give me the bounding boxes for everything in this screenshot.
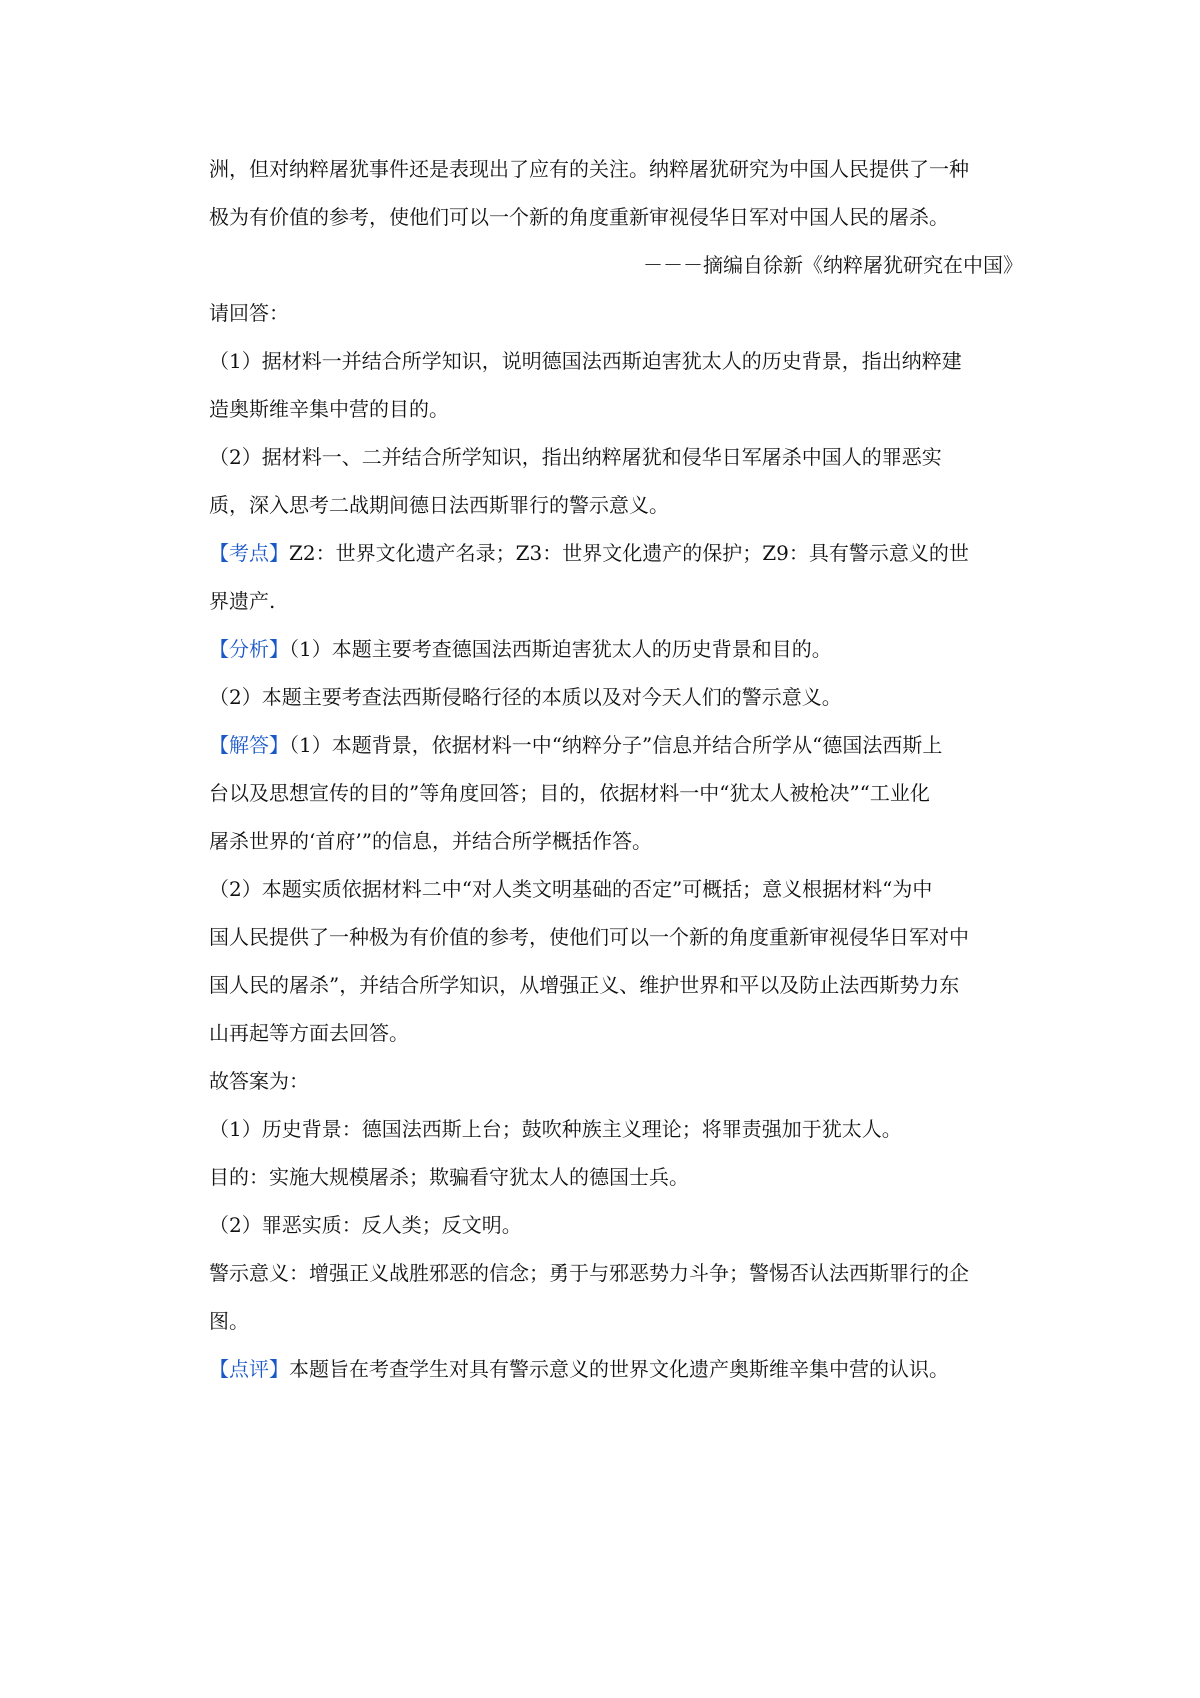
source-citation: －－－摘编自徐新《纳粹屠犹研究在中国》	[643, 253, 1023, 277]
prompt: 请回答：	[209, 301, 289, 325]
question-2-line: （2）据材料一、二并结合所学知识，指出纳粹屠犹和侵华日军屠杀中国人的罪恶实	[209, 445, 942, 469]
question-1-line: （1）据材料一并结合所学知识，说明德国法西斯迫害犹太人的历史背景，指出纳粹建	[209, 349, 962, 373]
question-2-line: 质，深入思考二战期间德日法西斯罪行的警示意义。	[209, 493, 669, 517]
jieda-line: 屠杀世界的‘首府’”的信息，并结合所学概括作答。	[209, 829, 652, 853]
answer-line: 警示意义：增强正义战胜邪恶的信念；勇于与邪恶势力斗争；警惕否认法西斯罪行的企	[209, 1261, 969, 1285]
fenxi-line	[209, 634, 832, 664]
answer-line: （1）历史背景：德国法西斯上台；鼓吹种族主义理论；将罪责强加于犹太人。	[209, 1117, 902, 1141]
dianping-line	[209, 1354, 949, 1384]
dianping-text: 本题旨在考查学生对具有警示意义的世界文化遗产奥斯维辛集中营的认识。	[289, 1357, 949, 1381]
fenxi-text: （1）本题主要考查德国法西斯迫害犹太人的历史背景和目的。	[289, 637, 832, 661]
kaodian-text: Z2：世界文化遗产名录；Z3：世界文化遗产的保护；Z9：具有警示意义的世	[289, 541, 969, 565]
jieda-line	[209, 730, 942, 760]
material-line: 洲，但对纳粹屠犹事件还是表现出了应有的关注。纳粹屠犹研究为中国人民提供了一种	[209, 157, 969, 181]
jieda-line: （2）本题实质依据材料二中“对人类文明基础的否定”可概括；意义根据材料“为中	[209, 877, 933, 901]
jieda-line: 山再起等方面去回答。	[209, 1021, 409, 1045]
jieda-text: （1）本题背景，依据材料一中“纳粹分子”信息并结合所学从“德国法西斯上	[289, 733, 943, 757]
jieda-line: 国人民的屠杀”，并结合所学知识，从增强正义、维护世界和平以及防止法西斯势力东	[209, 973, 960, 997]
jieda-tag: 【解答】	[209, 733, 289, 757]
answer-line: 目的：实施大规模屠杀；欺骗看守犹太人的德国士兵。	[209, 1165, 689, 1189]
fenxi-line: （2）本题主要考查法西斯侵略行径的本质以及对今天人们的警示意义。	[209, 685, 842, 709]
material-line: 极为有价值的参考，使他们可以一个新的角度重新审视侵华日军对中国人民的屠杀。	[209, 205, 949, 229]
answer-line: （2）罪恶实质：反人类；反文明。	[209, 1213, 522, 1237]
jieda-line: 国人民提供了一种极为有价值的参考，使他们可以一个新的角度重新审视侵华日军对中	[209, 925, 969, 949]
fenxi-tag: 【分析】	[209, 637, 289, 661]
kaodian-line: 界遗产.	[209, 589, 276, 613]
jieda-line: 台以及思想宣传的目的”等角度回答；目的，依据材料一中“犹太人被枪决”“工业化	[209, 781, 930, 805]
answer-intro: 故答案为：	[209, 1069, 309, 1093]
question-1-line: 造奥斯维辛集中营的目的。	[209, 397, 449, 421]
kaodian-tag: 【考点】	[209, 541, 289, 565]
kaodian-line	[209, 538, 969, 568]
dianping-tag: 【点评】	[209, 1357, 289, 1381]
answer-line: 图。	[209, 1309, 249, 1333]
